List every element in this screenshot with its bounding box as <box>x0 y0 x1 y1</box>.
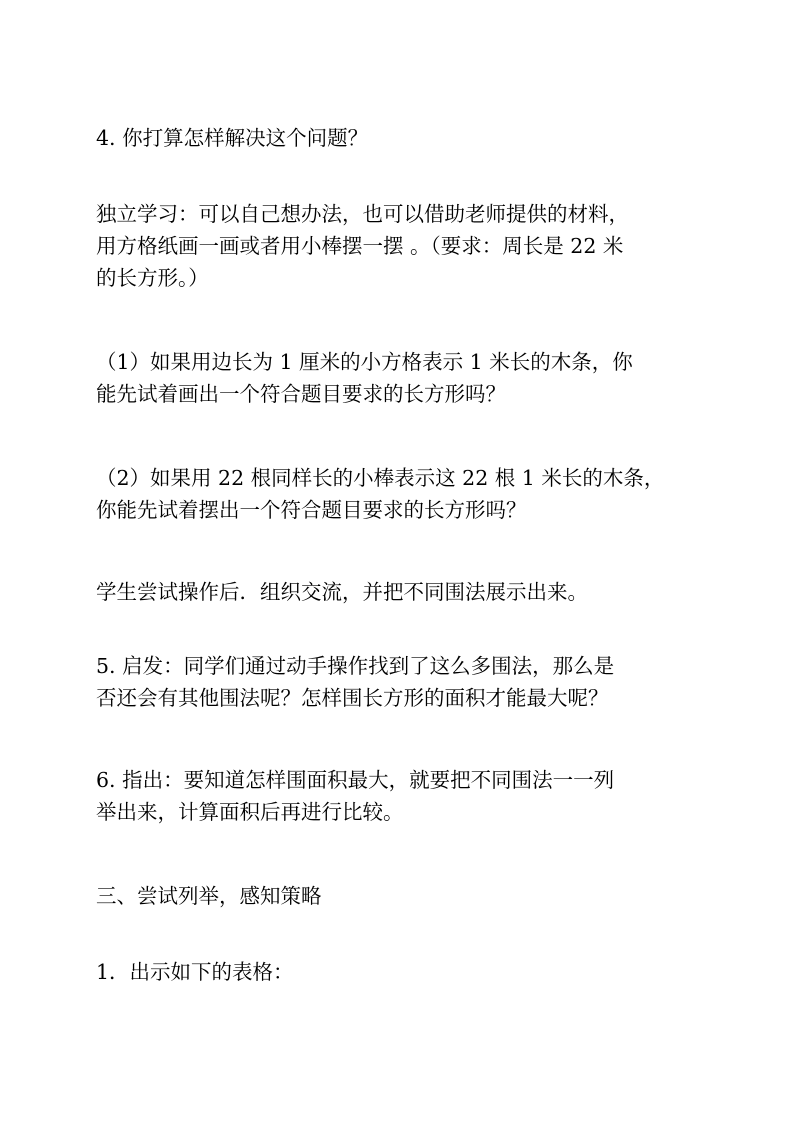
text-line: 三、尝试列举，感知策略 <box>96 884 322 908</box>
paragraph-step-6 <box>96 764 706 828</box>
paragraph-independent-study <box>96 198 706 294</box>
text-line: 用方格纸画一画或者用小棒摆一摆 。（要求：周长是 22 米 <box>96 234 624 258</box>
text-line: 独立学习：可以自己想办法，也可以借助老师提供的材料， <box>96 202 629 226</box>
text-line: 举出来，计算面积后再进行比较。 <box>96 800 404 824</box>
text-line: 学生尝试操作后．组织交流，并把不同围法展示出来。 <box>96 580 588 604</box>
paragraph-step-5 <box>96 650 706 714</box>
text-line: 能先试着画出一个符合题目要求的长方形吗？ <box>96 382 506 406</box>
text-line: 4. 你打算怎样解决这个问题？ <box>96 126 369 150</box>
paragraph-question-1 <box>96 346 706 410</box>
text-line: （1）如果用边长为 1 厘米的小方格表示 1 米长的木条，你 <box>96 350 633 374</box>
section-heading-3 <box>96 880 706 912</box>
text-line: 1．出示如下的表格： <box>96 960 294 984</box>
text-line: 的长方形。） <box>96 266 209 290</box>
text-line: （2）如果用 22 根同样长的小棒表示这 22 根 1 米长的木条， <box>96 466 665 490</box>
text-line: 你能先试着摆出一个符合题目要求的长方形吗？ <box>96 498 527 522</box>
paragraph-student-exchange <box>96 576 706 608</box>
paragraph-question-2 <box>96 462 706 526</box>
paragraph-step-1 <box>96 956 706 988</box>
text-line: 5. 启发：同学们通过动手操作找到了这么多围法，那么是 <box>96 654 615 678</box>
text-line: 否还会有其他围法呢？怎样围长方形的面积才能最大呢？ <box>96 686 609 710</box>
text-line: 6. 指出：要知道怎样围面积最大，就要把不同围法一一列 <box>96 768 615 792</box>
paragraph-step-4 <box>96 122 706 154</box>
